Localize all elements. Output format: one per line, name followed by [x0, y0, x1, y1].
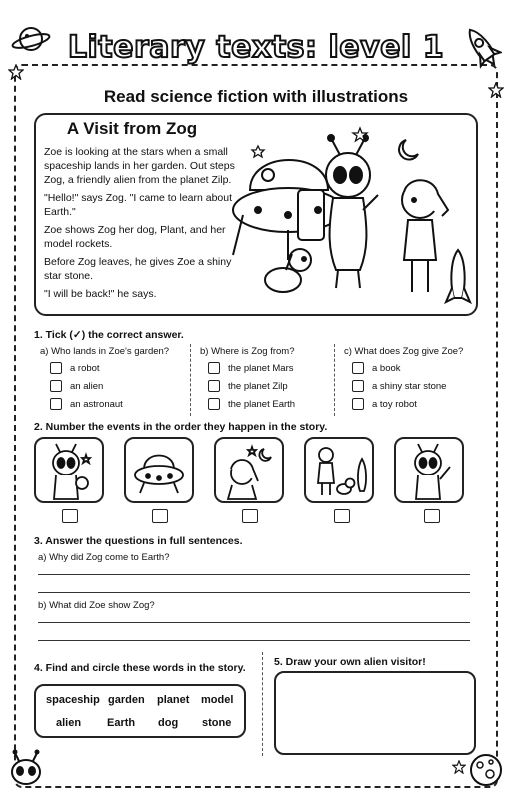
question-1a-option — [50, 362, 100, 374]
section-divider — [262, 652, 263, 756]
answer-line[interactable] — [38, 574, 470, 575]
event-number-box[interactable] — [242, 509, 258, 523]
tick-checkbox[interactable] — [208, 362, 220, 374]
question-1a-option — [50, 380, 103, 392]
event-number-box[interactable] — [62, 509, 78, 523]
question-4-heading: 4. Find and circle these words in the story. — [34, 662, 246, 674]
girl-illustration — [402, 180, 448, 292]
question-1c-option — [352, 362, 401, 374]
search-word: stone — [202, 717, 232, 729]
story-title: A Visit from Zog — [66, 119, 198, 138]
question-3-heading: 3. Answer the questions in full sentences. — [34, 535, 243, 547]
option-label: the planet Mars — [228, 362, 294, 374]
option-label: the planet Zilp — [228, 380, 288, 392]
event-card-alien-waving — [394, 437, 464, 503]
alien-illustration — [326, 135, 378, 288]
event-card-spaceship — [124, 437, 194, 503]
option-label: a book — [372, 362, 401, 374]
tick-checkbox[interactable] — [50, 380, 62, 392]
tick-checkbox[interactable] — [352, 362, 364, 374]
search-word: planet — [157, 694, 190, 706]
question-1b-option — [208, 398, 295, 410]
question-2-heading: 2. Number the events in the order they happen in the story. — [34, 421, 328, 433]
answer-line[interactable] — [38, 622, 470, 623]
story-text — [44, 145, 240, 305]
event-number-box[interactable] — [424, 509, 440, 523]
star-icon — [452, 760, 466, 774]
column-divider — [190, 344, 191, 416]
alien-corner-icon — [6, 748, 46, 788]
story-paragraph: "I will be back!" he says. — [44, 288, 157, 300]
event-number-box[interactable] — [334, 509, 350, 523]
story-paragraph: Before Zog leaves, he gives Zoe a shiny star stone. — [44, 256, 232, 282]
question-1c-option — [352, 398, 417, 410]
question-1b-option — [208, 362, 293, 374]
rocket-icon — [462, 22, 502, 72]
story-illustration — [228, 120, 474, 310]
answer-line[interactable] — [38, 592, 470, 593]
option-label: a toy robot — [372, 398, 417, 410]
story-paragraph: Zoe shows Zog her dog, Plant, and her model rockets. — [44, 224, 226, 250]
question-5-heading: 5. Draw your own alien visitor! — [274, 656, 426, 668]
star-icon — [252, 146, 264, 157]
search-word: alien — [56, 717, 82, 729]
option-label: the planet Earth — [228, 398, 296, 410]
event-card-girl-stars — [214, 437, 284, 503]
moon-rock-icon — [468, 752, 504, 788]
story-paragraph: Zoe is looking at the stars when a small spaceship lands in her garden. Out steps Zog, a friendly alien from the planet Zilp. — [44, 146, 235, 186]
question-1a-option — [50, 398, 123, 410]
search-word: Earth — [107, 717, 136, 729]
drawing-area[interactable] — [274, 671, 476, 755]
tick-checkbox[interactable] — [208, 380, 220, 392]
question-1b-option — [208, 380, 288, 392]
page-subtitle: Read science fiction with illustrations — [103, 87, 409, 106]
option-label: a robot — [70, 362, 100, 374]
event-card-alien-stone — [34, 437, 104, 503]
column-divider — [334, 344, 335, 416]
option-label: a shiny star stone — [372, 380, 447, 392]
tick-checkbox[interactable] — [352, 398, 364, 410]
option-label: an astronaut — [70, 398, 123, 410]
question-1-heading: 1. Tick (✓) the correct answer. — [34, 329, 184, 341]
moon-icon — [399, 140, 418, 160]
story-paragraph: "Hello!" says Zog. "I came to learn about Earth." — [44, 192, 233, 218]
toy-rocket-illustration — [446, 250, 470, 302]
page-title: Literary texts: level 1 — [67, 30, 445, 65]
question-1b-text: b) Where is Zog from? — [200, 346, 295, 357]
tick-checkbox[interactable] — [352, 380, 364, 392]
search-word: dog — [158, 717, 179, 729]
event-card-girl-dog-rocket — [304, 437, 374, 503]
event-number-box[interactable] — [152, 509, 168, 523]
option-label: an alien — [70, 380, 104, 392]
question-1c-option — [352, 380, 446, 392]
question-1a-text: a) Who lands in Zoe's garden? — [40, 346, 170, 357]
tick-checkbox[interactable] — [208, 398, 220, 410]
star-icon — [8, 64, 24, 80]
word-search-box — [34, 684, 246, 738]
question-3a-text: a) Why did Zog come to Earth? — [38, 552, 170, 563]
tick-checkbox[interactable] — [50, 398, 62, 410]
answer-line[interactable] — [38, 640, 470, 641]
question-3b-text: b) What did Zoe show Zog? — [38, 600, 155, 611]
tick-checkbox[interactable] — [50, 362, 62, 374]
search-word: model — [201, 694, 234, 706]
planet-icon — [10, 22, 52, 56]
search-word: spaceship — [46, 694, 100, 706]
search-word: garden — [108, 694, 145, 706]
question-1c-text: c) What does Zog give Zoe? — [344, 346, 464, 357]
